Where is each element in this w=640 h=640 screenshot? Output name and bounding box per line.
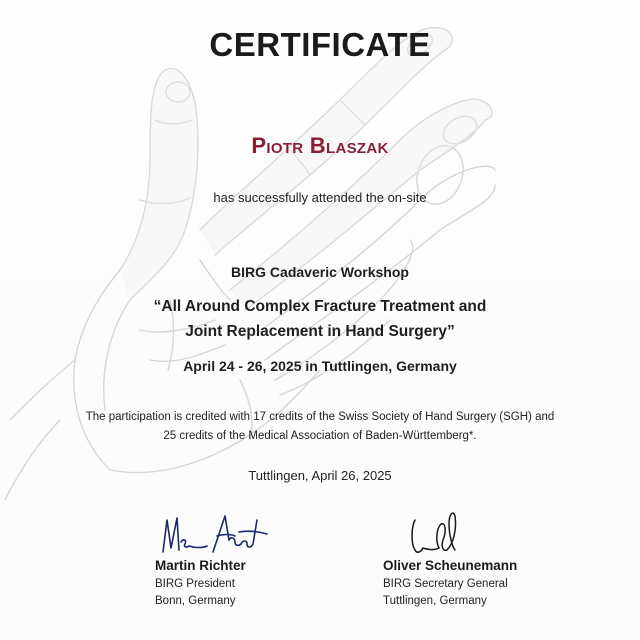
recipient-name: Piotr Blaszak — [251, 133, 389, 158]
signatory-name: Oliver Scheunemann — [383, 558, 518, 573]
place-and-date: Tuttlingen, April 26, 2025 — [248, 468, 392, 483]
credits-statement — [0, 408, 640, 446]
credits-line-2: 25 credits of the Medical Association of Baden-Württemberg*. — [163, 430, 477, 442]
signatory-role: BIRG President — [155, 578, 235, 590]
signatory-name: Martin Richter — [155, 558, 246, 573]
course-title-line-1: “All Around Complex Fracture Treatment and — [153, 298, 487, 315]
signature-oliver-scheunemann-icon — [383, 510, 583, 558]
signatory-city: Bonn, Germany — [155, 595, 236, 607]
course-title — [0, 294, 640, 344]
signatory-city: Tuttlingen, Germany — [383, 595, 487, 607]
signatory-president — [155, 510, 355, 607]
course-title-line-2: Joint Replacement in Hand Surgery” — [185, 323, 455, 340]
credits-line-1: The participation is credited with 17 credits of the Swiss Society of Hand Surgery (SGH) and — [85, 411, 555, 423]
certificate-title: CERTIFICATE — [209, 26, 431, 63]
attended-statement: has successfully attended the on-site — [213, 190, 427, 205]
dates-location: April 24 - 26, 2025 in Tuttlingen, Germany — [183, 358, 457, 374]
signature-martin-richter-icon — [155, 510, 355, 558]
signatory-role: BIRG Secretary General — [383, 578, 508, 590]
workshop-name: BIRG Cadaveric Workshop — [231, 264, 409, 280]
signatory-secretary-general — [383, 510, 583, 607]
